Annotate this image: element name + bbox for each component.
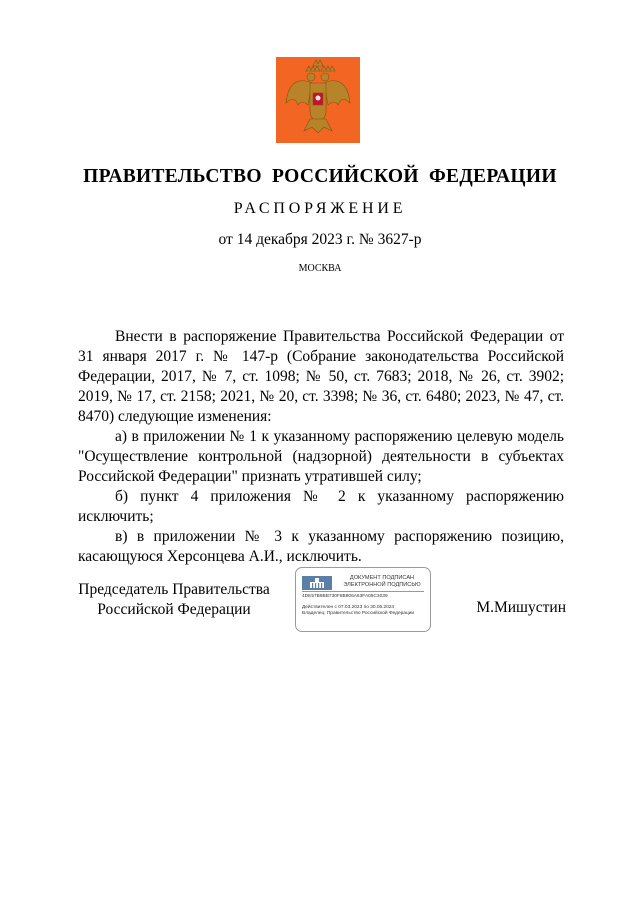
certificate-validity: Действителен с 07.03.2023 по 30.05.2024 [302, 605, 395, 610]
certificate-owner: Владелец: Правительство Российской Федерации [302, 611, 415, 616]
signatory-position-line: Российской Федерации [97, 601, 251, 618]
page-title: ПРАВИТЕЛЬСТВО РОССИЙСКОЙ ФЕДЕРАЦИИ [83, 166, 557, 187]
document-city: МОСКВА [298, 263, 342, 274]
body-paragraph: б) пункт 4 приложения № 2 к указанному распоряжению исключить; [78, 488, 564, 525]
stamp-heading-line: ЭЛЕКТРОННОЙ ПОДПИСЬЮ [343, 582, 421, 588]
certificate-serial: 4DE57B8BB730F8B806A63FA09C3039 [302, 594, 388, 599]
russian-coat-of-arms-icon [276, 57, 360, 143]
document-body [78, 327, 564, 567]
signatory-position [74, 580, 274, 620]
coat-of-arms-emblem [276, 57, 360, 143]
stamp-heading [336, 575, 428, 589]
body-paragraph: Внести в распоряжение Правительства Российской Федерации от 31 января 2017 г. № 147-р (Собрание законодательства Российской Федерации, 2017, № 7, ст. 1098; № 50, ст. 7683; 2018, № 26, ст. 3902; 2019, № 17, ст. 2158; 2021, № 20, ст. 3398; № 36, ст. 6480; 2023, № 47, ст. 8470) следующие изменения: [78, 328, 564, 425]
body-paragraph: в) в приложении № 3 к указанному распоряжению позицию, касающуюся Херсонцева А.И., исключить. [78, 528, 564, 565]
document-date-number: от 14 декабря 2023 г. № 3627-р [218, 231, 422, 248]
document-type: РАСПОРЯЖЕНИЕ [233, 200, 407, 217]
signatory-name: М.Мишустин [476, 599, 566, 616]
government-building-icon [302, 576, 332, 590]
body-paragraph: а) в приложении № 1 к указанному распоряжению целевую модель "Осуществление контрольной (надзорной) деятельности в субъектах Российской Федерации" признать утратившей силу; [78, 428, 564, 485]
signatory-position-line: Председатель Правительства [78, 581, 270, 598]
stamp-heading-line: ДОКУМЕНТ ПОДПИСАН [349, 575, 415, 581]
stamp-divider [302, 591, 424, 592]
electronic-signature-stamp [295, 567, 431, 632]
